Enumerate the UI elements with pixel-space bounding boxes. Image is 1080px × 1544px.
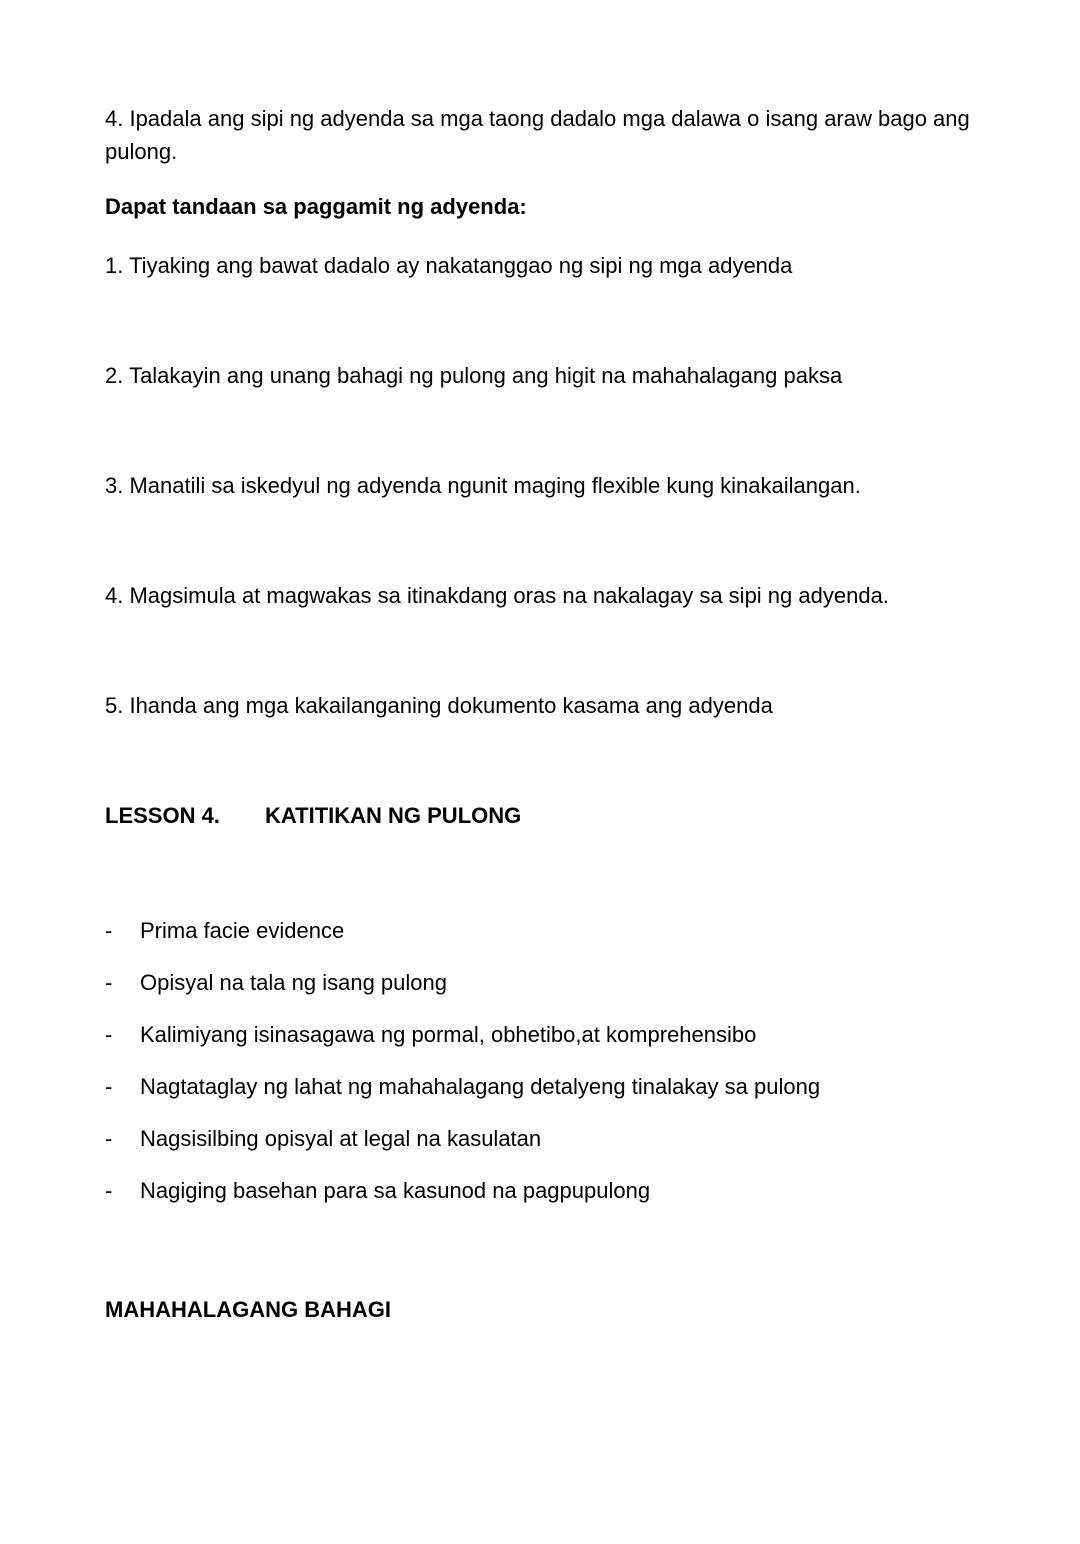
list-item-text: Nagtataglay ng lahat ng mahahalagang detalyeng tinalakay sa pulong (140, 1074, 821, 1099)
list-item (105, 914, 998, 947)
list-item (105, 1122, 998, 1155)
lesson-number-label: LESSON 4. (105, 803, 220, 828)
numbered-item-1: 1. Tiyaking ang bawat dadalo ay nakatanggao ng sipi ng mga adyenda (105, 253, 793, 278)
dash-list (105, 914, 998, 1207)
dash-bullet: - (105, 1178, 113, 1203)
list-item-text: Kalimiyang isinasagawa ng pormal, obhetibo,at komprehensibo (140, 1022, 757, 1047)
numbered-item-2: 2. Talakayin ang unang bahagi ng pulong ang higit na mahahalagang paksa (105, 363, 843, 388)
list-item (105, 1070, 998, 1103)
list-item-text: Opisyal na tala ng isang pulong (140, 970, 447, 995)
list-item (105, 1174, 998, 1207)
lesson-title: KATITIKAN NG PULONG (265, 803, 522, 828)
section-heading-important-parts: MAHAHALAGANG BAHAGI (105, 1297, 391, 1322)
dash-bullet: - (105, 1022, 113, 1047)
paragraph-send-agenda: 4. Ipadala ang sipi ng adyenda sa mga taong dadalo mga dalawa o isang araw bago ang pulong. (105, 106, 982, 164)
numbered-item-5: 5. Ihanda ang mga kakailanganing dokumento kasama ang adyenda (105, 693, 773, 718)
dash-bullet: - (105, 1126, 113, 1151)
list-item-text: Prima facie evidence (140, 918, 345, 943)
section-heading-reminders: Dapat tandaan sa paggamit ng adyenda: (105, 194, 527, 219)
numbered-item-3: 3. Manatili sa iskedyul ng adyenda ngunit maging flexible kung kinakailangan. (105, 473, 861, 498)
dash-bullet: - (105, 918, 113, 943)
numbered-item-4: 4. Magsimula at magwakas sa itinakdang oras na nakalagay sa sipi ng adyenda. (105, 583, 889, 608)
dash-bullet: - (105, 970, 113, 995)
list-item (105, 1018, 998, 1051)
list-item-text: Nagsisilbing opisyal at legal na kasulatan (140, 1126, 542, 1151)
dash-bullet: - (105, 1074, 113, 1099)
list-item-text: Nagiging basehan para sa kasunod na pagpupulong (140, 1178, 651, 1203)
lesson-heading (105, 799, 998, 832)
list-item (105, 966, 998, 999)
